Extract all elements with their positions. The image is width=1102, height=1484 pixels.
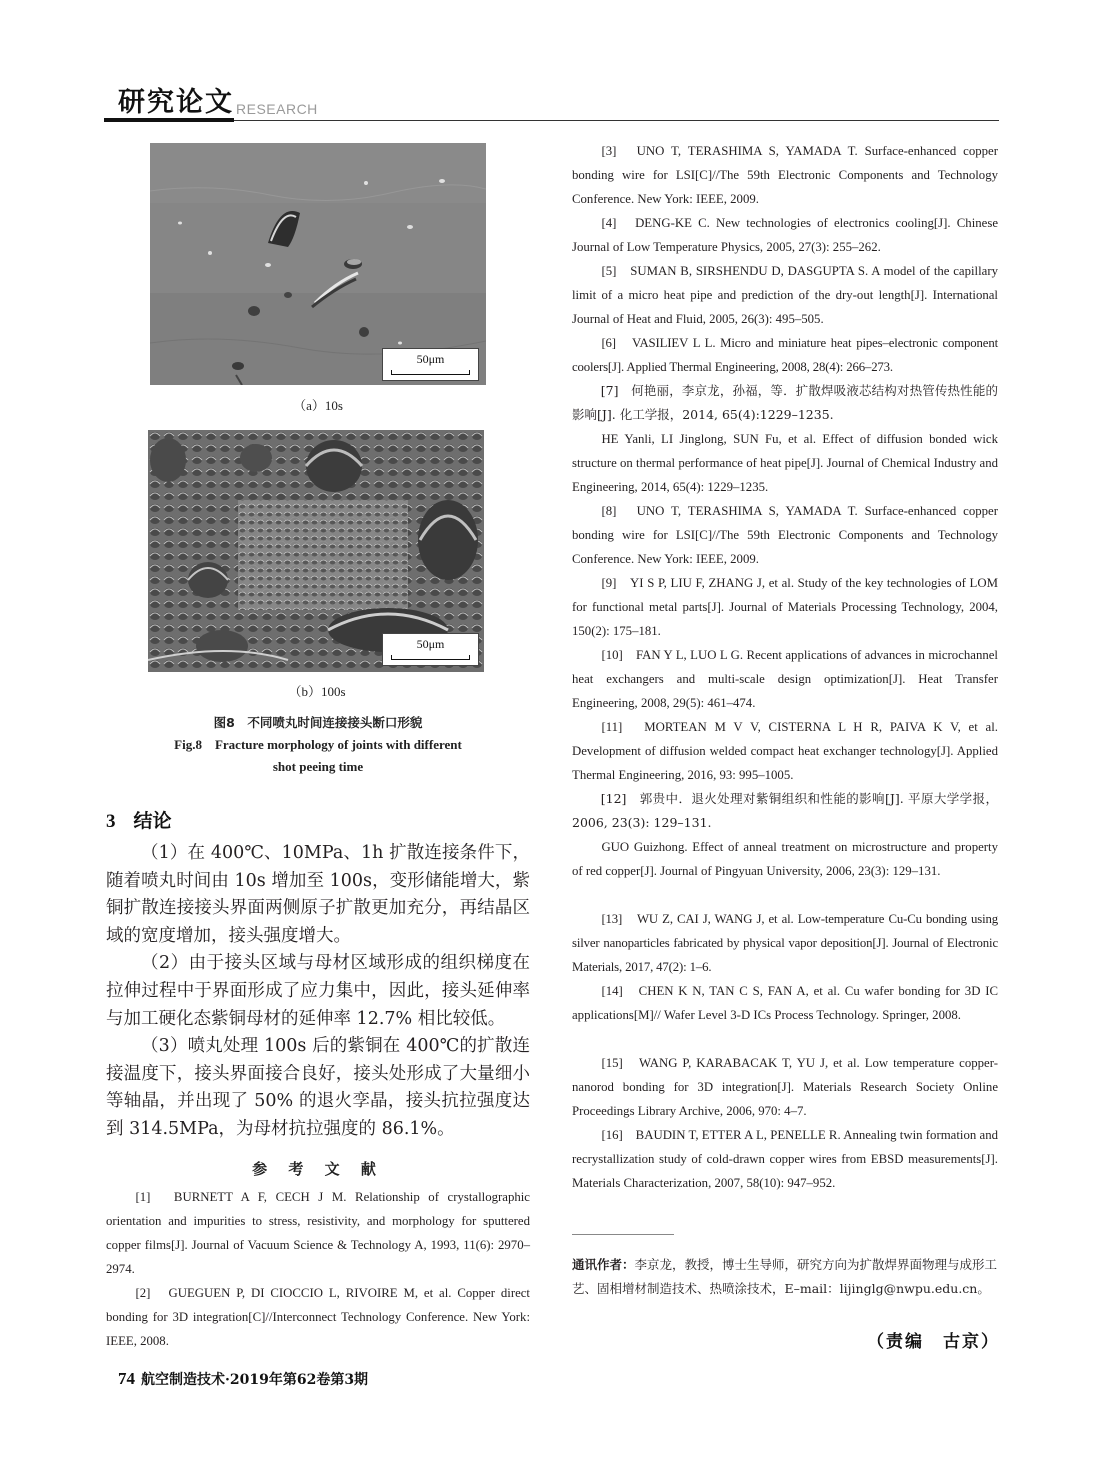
reference-item: [1] BURNETT A F, CECH J M. Relationship of crystallographic orientation and impurities to stress, resistivity, and morphology for sputtered copper films[J]. Journal of Vacuum Science & Technology A, 1993, 11(6): 2970–2974. (106, 1190, 530, 1276)
section-label: 研究论文 (118, 87, 234, 118)
figure-caption-en: Fig.8 Fracture morphology of joints with different (174, 737, 462, 752)
figure-caption-cn: 图8 不同喷丸时间连接接头断口形貌 (213, 715, 423, 730)
conclusions-body (106, 840, 530, 1144)
references-heading: 参 考 文 献 (252, 1160, 384, 1178)
scale-bar (382, 633, 479, 666)
section-number: 3 (106, 811, 116, 832)
note-lead: 通讯作者： (572, 1257, 635, 1272)
reference-item: [2] GUEGUEN P, DI CIOCCIO L, RIVOIRE M, et al. Copper direct bonding for 3D integration[C]//Interconnect Technology Conference. New York: IEEE, 2008. (106, 1286, 530, 1348)
reference-item: [3] UNO T, TERASHIMA S, YAMADA T. Surface-enhanced copper bonding wire for LSI[C]//The 59th Electronic Components and Technology Conference. New York: IEEE, 2009. (572, 144, 998, 206)
page-number: 74 (118, 1369, 135, 1388)
editor-credit: （责编 古京） (867, 1332, 1000, 1352)
reference-item: [9] YI S P, LIU F, ZHANG J, et al. Study of the key technologies of LOM for functional metal parts[J]. Journal of Materials Processing Technology, 2004, 150(2): 175–181. (572, 576, 998, 638)
corresponding-author-note (572, 1253, 1000, 1301)
scale-bar-label: 50μm (416, 352, 445, 366)
scale-bar-label: 50μm (416, 637, 445, 651)
reference-item: [11] MORTEAN M V V, CISTERNA L H R, PAIVA K V, et al. Development of diffusion welded compact heat exchanger technology[J]. Applied Thermal Engineering, 2016, 93: 995–1005. (572, 720, 998, 782)
header-rule-thin (234, 120, 999, 121)
reference-item: [7] 何艳丽，李京龙，孙福，等．扩散焊吸液芯结构对热管传热性能的影响[J]. 化工学报，2014, 65(4):1229–1235. (572, 383, 998, 422)
reference-item: [4] DENG-KE C. New technologies of electronics cooling[J]. Chinese Journal of Low Temperature Physics, 2005, 27(3): 255–262. (572, 216, 998, 254)
page-footer (118, 1369, 368, 1389)
reference-item: GUO Guizhong. Effect of anneal treatment on microstructure and property of red copper[J]. Journal of Pingyuan University, 2006, 23(3): 129–131. (572, 840, 998, 878)
scale-bar-line (391, 370, 470, 375)
section-heading (106, 806, 172, 833)
figure-8b-micrograph (148, 430, 484, 672)
figure-8b-caption: （b）100s (288, 684, 346, 699)
footnote-rule (572, 1234, 674, 1235)
figure-8a-caption: （a）10s (293, 398, 343, 413)
note-text: 李京龙，教授，博士生导师，研究方向为扩散焊界面物理与成形工艺、固相增材制造技术、热喷涂技术，E–mail：lijinglg@nwpu.edu.cn。 (572, 1257, 998, 1296)
scale-bar-line (391, 655, 470, 660)
section-label-en: RESEARCH (236, 101, 318, 117)
header-rule-thick (104, 118, 234, 122)
section-title: 结论 (133, 810, 172, 832)
reference-item: [14] CHEN K N, TAN C S, FAN A, et al. Cu wafer bonding for 3D IC applications[M]// Wafer Level 3-D ICs Process Technology. Springer, 2008. (572, 984, 998, 1022)
reference-item: HE Yanli, LI Jinglong, SUN Fu, et al. Effect of diffusion bonded wick structure on thermal performance of heat pipe[J]. Journal of Chemical Industry and Engineering, 2014, 65(4): 1229–1235. (572, 432, 998, 494)
reference-item: [16] BAUDIN T, ETTER A L, PENELLE R. Annealing twin formation and recrystallization study of cold-drawn copper wires from EBSD measurements[J]. Materials Characterization, 2007, 58(10): 947–952. (572, 1128, 998, 1190)
reference-item: [13] WU Z, CAI J, WANG J, et al. Low-temperature Cu-Cu bonding using silver nanoparticles fabricated by physical vapor deposition[J]. Journal of Electronic Materials, 2017, 47(2): 1–6. (572, 912, 998, 974)
reference-item: [10] FAN Y L, LUO L G. Recent applications of advances in microchannel heat exchangers and multi-scale design optimization[J]. Heat Transfer Engineering, 2008, 29(5): 461–474. (572, 648, 998, 710)
reference-item: [5] SUMAN B, SIRSHENDU D, DASGUPTA S. A model of the capillary limit of a micro heat pipe and prediction of the dry-out length[J]. International Journal of Heat and Fluid, 2005, 26(3): 495–505. (572, 264, 998, 326)
reference-item: [15] WANG P, KARABACAK T, YU J, et al. Low temperature copper-nanorod bonding for 3D integration[J]. Materials Research Society Online Proceedings Library Archive, 2006, 970: 4–7. (572, 1056, 998, 1118)
reference-item: [12] 郭贵中．退火处理对紫铜组织和性能的影响[J]. 平原大学学报，2006, 23(3): 129–131. (572, 791, 998, 830)
scale-bar (382, 348, 479, 381)
figure-caption-en-line2: shot peeing time (272, 759, 364, 774)
conclusion-paragraph: （2）由于接头区域与母材区域形成的组织梯度在拉伸过程中于界面形成了应力集中，因此，接头延伸率与加工硬化态紫铜母材的延伸率 12.7% 相比较低。 (106, 953, 530, 1029)
figure-8a-micrograph (150, 143, 486, 385)
reference-item: [6] VASILIEV L L. Micro and miniature heat pipes–electronic component coolers[J]. Applied Thermal Engineering, 2008, 28(4): 266–273. (572, 336, 998, 374)
journal-info: 航空制造技术·2019年第62卷第3期 (141, 1372, 369, 1388)
reference-item: [8] UNO T, TERASHIMA S, YAMADA T. Surface-enhanced copper bonding wire for LSI[C]//The 59th Electronic Components and Technology Conference. New York: IEEE, 2009. (572, 504, 998, 566)
conclusion-paragraph: （1）在 400℃、10MPa、1h 扩散连接条件下，随着喷丸时间由 10s 增加至 100s，变形储能增大，紫铜扩散连接接头界面两侧原子扩散更加充分，再结晶区域的宽度增加，接头强度增大。 (106, 843, 530, 946)
conclusion-paragraph: （3）喷丸处理 100s 后的紫铜在 400℃的扩散连接温度下，接头界面接合良好，接头处形成了大量细小等轴晶，并出现了 50% 的退火孪晶，接头抗拉强度达到 314.5MPa，为母材抗拉强度的 86.1%。 (106, 1036, 530, 1139)
